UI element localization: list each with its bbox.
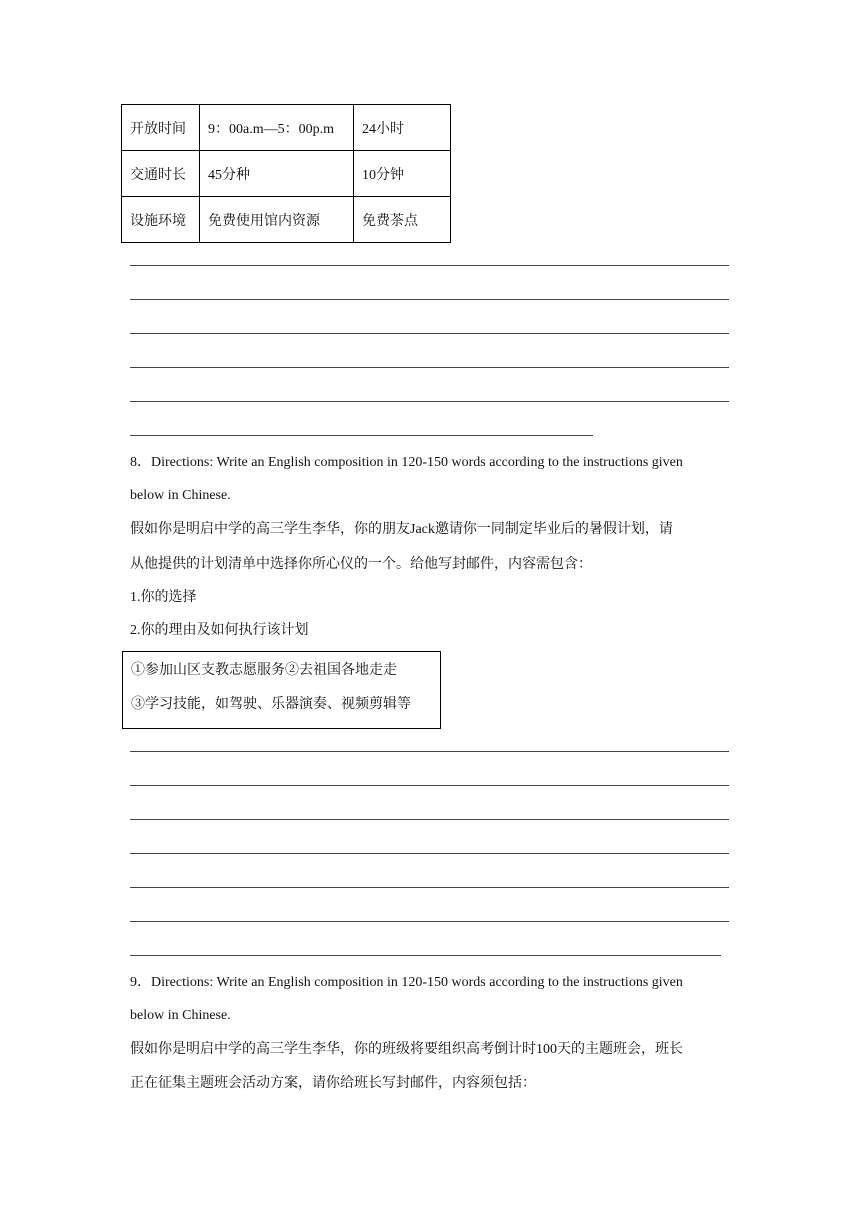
table-cell: 9：00a.m—5：00p.m	[200, 105, 354, 151]
answer-line	[130, 401, 729, 402]
table-cell: 免费茶点	[354, 197, 451, 243]
answer-line	[130, 853, 729, 854]
table-row	[122, 105, 451, 151]
answer-line	[130, 299, 729, 300]
q8-point-1: 1.你的选择	[130, 590, 197, 605]
option-line: ③学习技能，如驾驶、乐器演奏、视频剪辑等	[131, 697, 411, 712]
table-cell: 交通时长	[122, 151, 200, 197]
q8-point-2: 2.你的理由及如何执行该计划	[130, 623, 309, 638]
table-row	[122, 197, 451, 243]
q8-directions: 8．Directions: Write an English composition in 120-150 words according to the instructions given	[130, 455, 683, 470]
answer-line	[130, 921, 729, 922]
answer-line	[130, 333, 729, 334]
table-cell: 24小时	[354, 105, 451, 151]
options-box	[122, 651, 441, 729]
q9-directions: 9．Directions: Write an English composition in 120-150 words according to the instructions given	[130, 975, 683, 990]
q9-prompt: 假如你是明启中学的高三学生李华，你的班级将要组织高考倒计时100天的主题班会，班长	[130, 1042, 683, 1057]
answer-line	[130, 819, 729, 820]
answer-line	[130, 367, 729, 368]
answer-line	[130, 785, 729, 786]
table-row	[122, 151, 451, 197]
q9-prompt-cont: 正在征集主题班会活动方案，请你给班长写封邮件，内容须包括：	[130, 1076, 536, 1091]
q9-directions-cont: below in Chinese.	[130, 1008, 231, 1023]
option-line: ①参加山区支教志愿服务②去祖国各地走走	[131, 663, 397, 678]
answer-line	[130, 887, 729, 888]
table-cell: 10分钟	[354, 151, 451, 197]
answer-line	[130, 265, 729, 266]
answer-line	[130, 435, 593, 436]
q8-prompt-cont: 从他提供的计划清单中选择你所心仪的一个。给他写封邮件，内容需包含：	[130, 557, 592, 572]
q8-directions-cont: below in Chinese.	[130, 488, 231, 503]
table-cell: 45分种	[200, 151, 354, 197]
table-cell: 设施环境	[122, 197, 200, 243]
info-table	[121, 104, 451, 243]
q8-prompt: 假如你是明启中学的高三学生李华，你的朋友Jack邀请你一同制定毕业后的暑假计划，请	[130, 522, 673, 537]
answer-line	[130, 955, 721, 956]
answer-line	[130, 751, 729, 752]
table-cell: 免费使用馆内资源	[200, 197, 354, 243]
table-cell: 开放时间	[122, 105, 200, 151]
